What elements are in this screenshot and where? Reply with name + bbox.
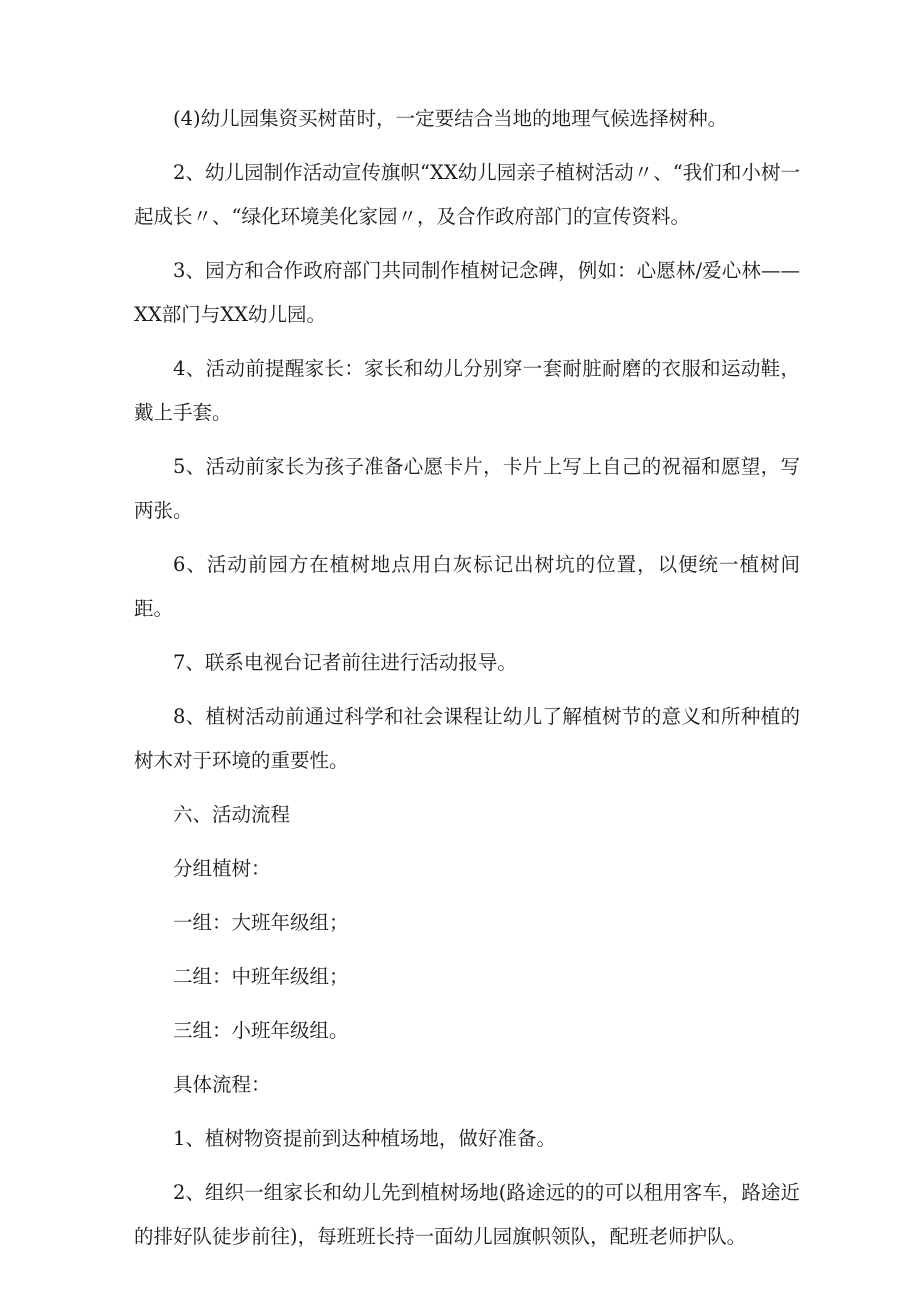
paragraph-grouping: 分组植树： — [173, 857, 271, 880]
paragraph-step-1: 1、植树物资提前到达种植场地，做好准备。 — [173, 1127, 556, 1150]
paragraph-memorial: 3、园方和合作政府部门共同制作植树记念碑，例如：心愿林/爱心林——XX部门与XX幼儿园。 — [134, 259, 800, 326]
document-body — [134, 97, 800, 1269]
list-item-group-1: 一组：大班年级组； — [173, 911, 349, 934]
section-heading-process: 六、活动流程 — [173, 803, 291, 826]
paragraph-step-2: 2、组织一组家长和幼儿先到植树场地(路途远的的可以租用客车，路途近的排好队徒步前往)，每班班长持一面幼儿园旗帜领队，配班老师护队。 — [134, 1181, 800, 1248]
list-item-group-2: 二组：中班年级组； — [173, 965, 349, 988]
paragraph-tree-selection: (4)幼儿园集资买树苗时，一定要结合当地的地理气候选择树种。 — [173, 107, 728, 130]
paragraph-process-heading: 具体流程： — [173, 1073, 271, 1096]
paragraph-curriculum: 8、植树活动前通过科学和社会课程让幼儿了解植树节的意义和所种植的树木对于环境的重要性。 — [134, 705, 800, 772]
paragraph-banners: 2、幼儿园制作活动宣传旗帜“XX幼儿园亲子植树活动〃、“我们和小树一起成长〃、“绿化环境美化家园〃，及合作政府部门的宣传资料。 — [134, 161, 800, 228]
paragraph-tree-pits: 6、活动前园方在植树地点用白灰标记出树坑的位置，以便统一植树间距。 — [134, 553, 800, 620]
paragraph-parent-reminder: 4、活动前提醒家长：家长和幼儿分别穿一套耐脏耐磨的衣服和运动鞋，戴上手套。 — [134, 357, 800, 424]
paragraph-wish-cards: 5、活动前家长为孩子准备心愿卡片，卡片上写上自己的祝福和愿望，写两张。 — [134, 455, 800, 522]
paragraph-tv-reporter: 7、联系电视台记者前往进行活动报导。 — [173, 651, 517, 674]
list-item-group-3: 三组：小班年级组。 — [173, 1019, 349, 1042]
